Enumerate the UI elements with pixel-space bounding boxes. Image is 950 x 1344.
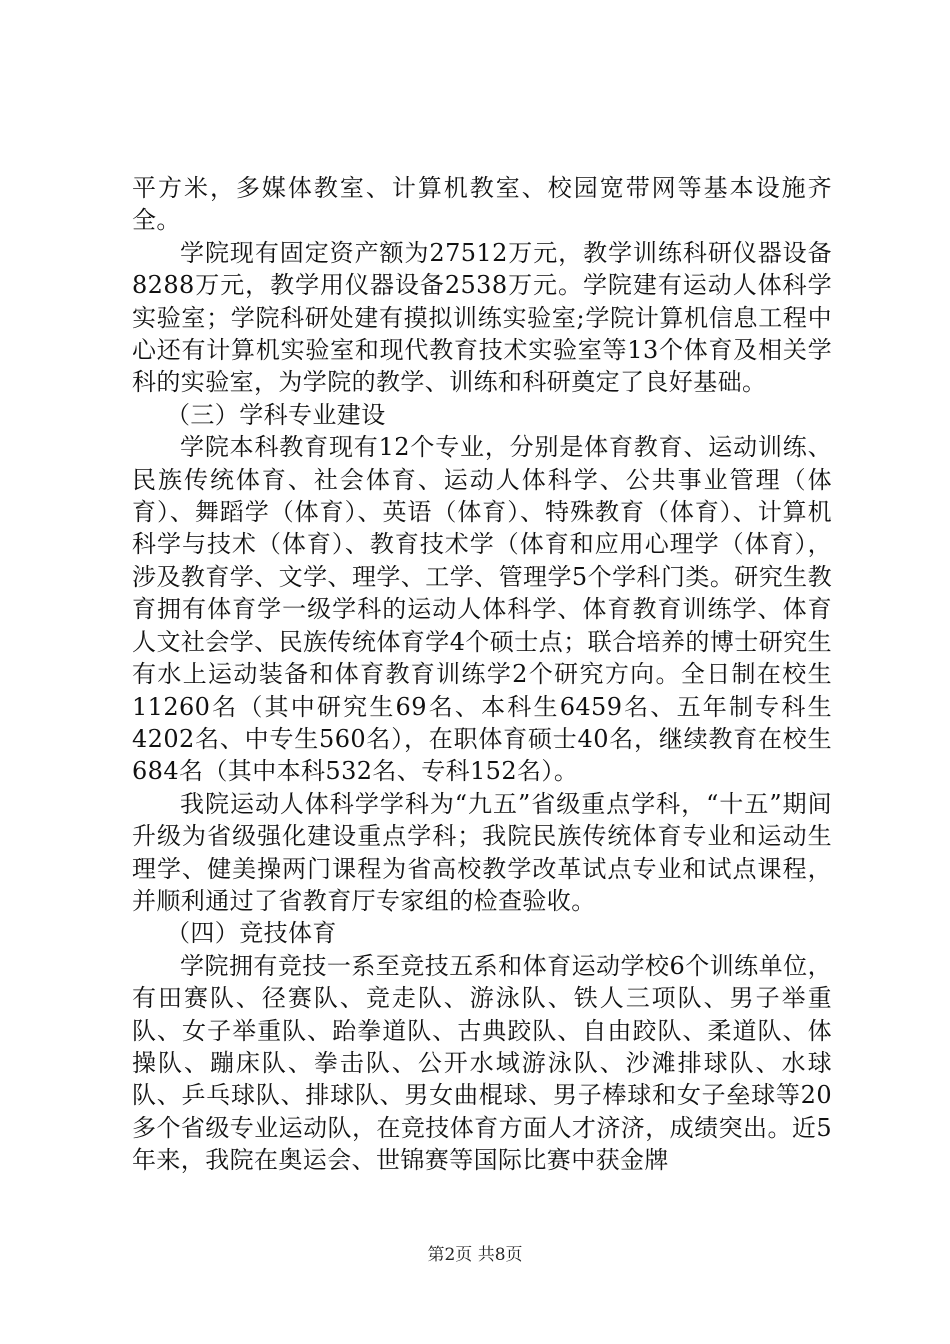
section-heading-competitive-sports: （四）竞技体育: [166, 919, 337, 948]
paragraph-fixed-assets: 学院现有固定资产额为27512万元，教学训练科研仪器设备8288万元，教学用仪器设备2538万元。学院建有运动人体科学实验室；学院科研处建有摸拟训练实验室;学院计算机信息工程中心还有计算机实验室和现代教育技术实验室等13个体育及相关学科的实验室，为学院的教学、训练和科研奠定了良好基础。: [132, 238, 832, 397]
paragraph-undergraduate-programs: 学院本科教育现有12个专业，分别是体育教育、运动训练、民族传统体育、社会体育、运动人体科学、公共事业管理（体育）、舞蹈学（体育）、英语（体育）、特殊教育（体育）、计算机科学与技术（体育）、教育技术学（体育和应用心理学（体育），涉及教育学、文学、理学、工学、管理学5个学科门类。研究生教育拥有体育学一级学科的运动人体科学、体育教育训练学、体育人文社会学、民族传统体育学4个硕士点；联合培养的博士研究生有水上运动装备和体育教育训练学2个研究方向。全日制在校生11260名（其中研究生69名、本科生6459名、五年制专科生4202名、中专生560名），在职体育硕士40名，继续教育在校生684名（其中本科532名、专科152名）。: [132, 433, 832, 786]
paragraph-key-disciplines: 我院运动人体科学学科为“九五”省级重点学科，“十五”期间升级为省级强化建设重点学科；我院民族传统体育专业和运动生理学、健美操两门课程为省高校教学改革试点专业和试点课程，并顺利通过了省教育厅专家组的检查验收。: [132, 789, 832, 915]
paragraph-facilities-continued: 平方米，多媒体教室、计算机教室、校园宽带网等基本设施齐全。: [132, 174, 832, 235]
section-heading-discipline: （三）学科专业建设: [166, 400, 386, 429]
paragraph-training-units: 学院拥有竞技一系至竞技五系和体育运动学校6个训练单位，有田赛队、径赛队、竞走队、游泳队、铁人三项队、男子举重队、女子举重队、跆拳道队、古典跤队、自由跤队、柔道队、体操队、蹦床队、拳击队、公开水域游泳队、沙滩排球队、水球队、乒乓球队、排球队、男女曲棍球、男子棒球和女子垒球等20多个省级专业运动队，在竞技体育方面人才济济，成绩突出。近5年来，我院在奥运会、世锦赛等国际比赛中获金牌: [132, 951, 832, 1175]
document-body: [132, 172, 832, 1177]
page-number-footer: 第2页 共8页: [427, 1245, 523, 1265]
